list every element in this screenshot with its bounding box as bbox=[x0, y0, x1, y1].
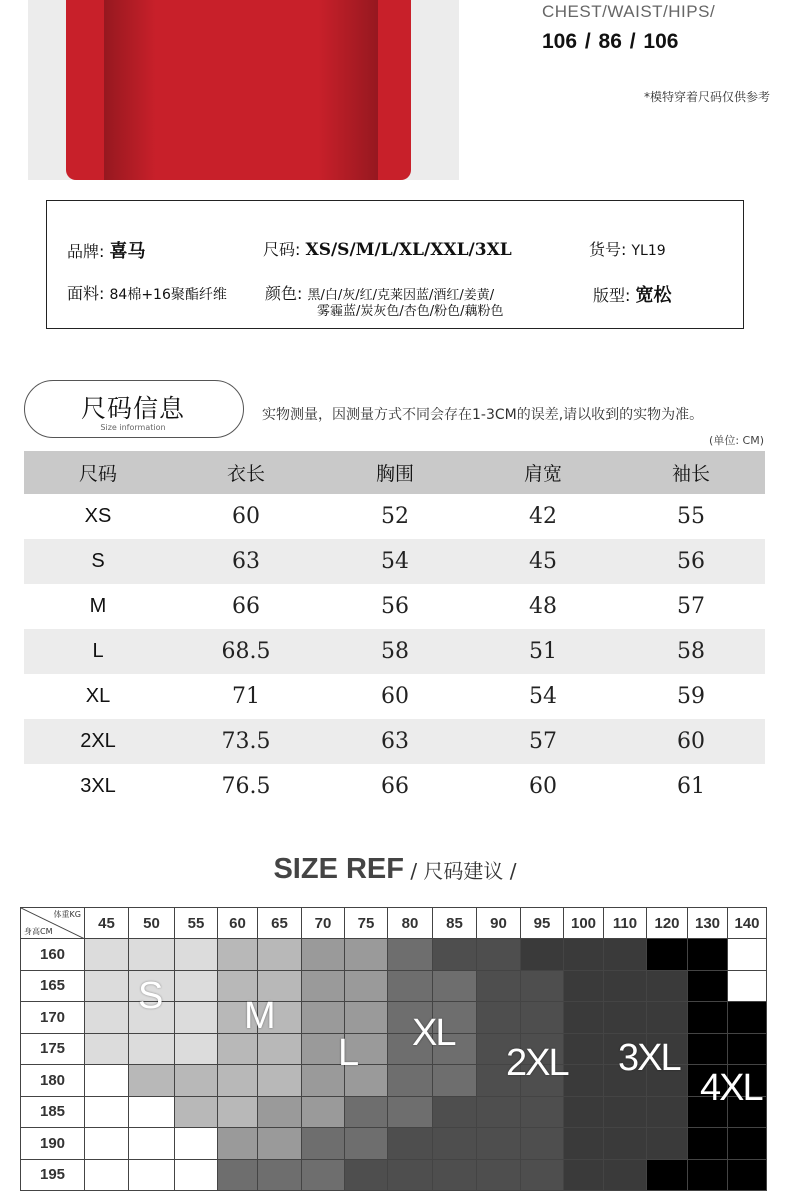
zone-label-3xl: 3XL bbox=[618, 1037, 680, 1079]
size-ref-cell bbox=[687, 938, 728, 971]
size-ref-cell bbox=[174, 938, 218, 971]
brand-value: 喜马 bbox=[109, 241, 146, 262]
color-value-line2: 雾霾蓝/炭灰色/杏色/粉色/藕粉色 bbox=[317, 304, 504, 319]
size-ref-cell bbox=[217, 1096, 258, 1129]
size-ref-cell bbox=[563, 1159, 604, 1192]
unit-label: (单位: CM) bbox=[709, 434, 764, 447]
size-ref-cell bbox=[84, 1127, 129, 1160]
size-ref-cell bbox=[387, 1096, 433, 1129]
size-ref-cell bbox=[84, 1096, 129, 1129]
size-ref-cell bbox=[432, 938, 477, 971]
zone-label-l: L bbox=[338, 1032, 358, 1074]
size-table-row bbox=[24, 764, 765, 809]
value-cell: 58 bbox=[677, 639, 705, 664]
header-cell: 袖长 bbox=[671, 463, 710, 485]
size-ref-cell bbox=[344, 1159, 388, 1192]
size-label: 尺码: bbox=[263, 240, 301, 259]
size-ref-cell bbox=[646, 970, 688, 1003]
size-ref-cell bbox=[603, 1001, 647, 1034]
value-cell: 63 bbox=[381, 729, 409, 754]
size-table-row bbox=[24, 719, 765, 764]
weight-header: 75 bbox=[344, 907, 388, 939]
size-ref-cell bbox=[727, 1033, 767, 1066]
size-ref-cell bbox=[387, 1159, 433, 1192]
height-header: 180 bbox=[20, 1064, 85, 1097]
size-ref-cell bbox=[520, 1001, 564, 1034]
size-ref-cell bbox=[603, 1127, 647, 1160]
size-ref-cell bbox=[257, 938, 302, 971]
size-ref-cell bbox=[128, 1064, 175, 1097]
size-ref-cell bbox=[520, 1127, 564, 1160]
size-ref-cell bbox=[603, 938, 647, 971]
value-cell: 73.5 bbox=[221, 729, 271, 754]
value-cell: 66 bbox=[232, 594, 260, 619]
size-ref-cell bbox=[257, 1096, 302, 1129]
value-cell: 56 bbox=[677, 549, 705, 574]
size-ref-cell bbox=[563, 1001, 604, 1034]
measurement-note: 实物测量，因测量方式不同会存在1-3CM的误差,请以收到的实物为准。 bbox=[262, 407, 704, 423]
fit-value: 宽松 bbox=[635, 285, 672, 306]
value-cell: 55 bbox=[677, 504, 705, 529]
size-ref-cell bbox=[603, 970, 647, 1003]
size-ref-cell bbox=[344, 938, 388, 971]
size-cell: XL bbox=[85, 685, 111, 707]
size-ref-title: SIZE REF bbox=[273, 853, 404, 885]
weight-header: 60 bbox=[217, 907, 258, 939]
size-ref-cell bbox=[432, 1064, 477, 1097]
weight-header: 85 bbox=[432, 907, 477, 939]
size-ref-cell bbox=[84, 1064, 129, 1097]
value-cell: 68.5 bbox=[221, 639, 271, 664]
size-ref-subtitle: / 尺码建议 / bbox=[403, 859, 517, 883]
size-table-row bbox=[24, 539, 765, 584]
size-ref-cell bbox=[174, 1001, 218, 1034]
weight-header: 80 bbox=[387, 907, 433, 939]
size-info-badge bbox=[24, 380, 244, 438]
size-ref-cell bbox=[84, 1033, 129, 1066]
size-ref-cell bbox=[217, 1064, 258, 1097]
size-ref-heading bbox=[0, 853, 790, 886]
size-ref-cell bbox=[84, 1001, 129, 1034]
value-cell: 60 bbox=[529, 774, 557, 799]
size-ref-cell bbox=[687, 970, 728, 1003]
size-ref-cell bbox=[301, 970, 345, 1003]
garment-shadow-right bbox=[318, 0, 378, 180]
value-cell: 51 bbox=[529, 639, 557, 664]
value-cell: 66 bbox=[381, 774, 409, 799]
height-header: 160 bbox=[20, 938, 85, 971]
size-ref-cell bbox=[128, 1159, 175, 1192]
size-ref-cell bbox=[174, 1033, 218, 1066]
brand-label: 品牌: bbox=[67, 242, 105, 261]
size-ref-cell bbox=[128, 938, 175, 971]
size-ref-cell bbox=[563, 1033, 604, 1066]
size-cell: 3XL bbox=[80, 775, 116, 797]
zone-label-4xl: 4XL bbox=[700, 1067, 762, 1109]
size-ref-cell bbox=[301, 1127, 345, 1160]
size-ref-cell bbox=[387, 938, 433, 971]
size-table-row bbox=[24, 584, 765, 629]
size-ref-cell bbox=[344, 970, 388, 1003]
size-ref-cell bbox=[344, 1001, 388, 1034]
weight-header: 120 bbox=[646, 907, 688, 939]
value-cell: 71 bbox=[232, 684, 260, 709]
height-header: 195 bbox=[20, 1159, 85, 1192]
weight-header: 100 bbox=[563, 907, 604, 939]
size-ref-cell bbox=[646, 938, 688, 971]
size-ref-cell bbox=[476, 1127, 521, 1160]
size-ref-cell bbox=[257, 1127, 302, 1160]
sku-value: YL19 bbox=[631, 243, 666, 259]
product-info-box bbox=[46, 200, 744, 329]
size-ref-cell bbox=[301, 1096, 345, 1129]
header-cell: 肩宽 bbox=[523, 463, 562, 485]
brand-field bbox=[67, 237, 146, 263]
zone-label-m: M bbox=[244, 995, 274, 1037]
value-cell: 59 bbox=[677, 684, 705, 709]
size-ref-cell bbox=[174, 1127, 218, 1160]
size-ref-cell bbox=[727, 938, 767, 971]
size-cell: M bbox=[89, 595, 107, 617]
size-ref-cell bbox=[646, 1096, 688, 1129]
size-ref-cell bbox=[476, 1159, 521, 1192]
height-header: 190 bbox=[20, 1127, 85, 1160]
weight-header: 90 bbox=[476, 907, 521, 939]
size-table bbox=[24, 451, 765, 809]
size-ref-cell bbox=[174, 1159, 218, 1192]
size-ref-cell bbox=[476, 938, 521, 971]
weight-header: 95 bbox=[520, 907, 564, 939]
product-photo bbox=[28, 0, 459, 180]
height-header: 185 bbox=[20, 1096, 85, 1129]
fabric-value: 84棉+16聚酯纤维 bbox=[109, 287, 227, 303]
weight-header: 130 bbox=[687, 907, 728, 939]
size-table-header bbox=[24, 451, 765, 494]
size-ref-cell bbox=[520, 970, 564, 1003]
size-ref-cell bbox=[563, 1096, 604, 1129]
size-ref-cell bbox=[387, 970, 433, 1003]
size-ref-grid bbox=[20, 907, 771, 1197]
size-ref-cell bbox=[476, 970, 521, 1003]
size-ref-cell bbox=[301, 1001, 345, 1034]
value-cell: 61 bbox=[677, 774, 705, 799]
size-ref-cell bbox=[344, 1127, 388, 1160]
size-cell: L bbox=[92, 640, 104, 662]
size-table-row bbox=[24, 629, 765, 674]
size-ref-cell bbox=[432, 970, 477, 1003]
size-cell: XS bbox=[84, 505, 112, 527]
value-cell: 52 bbox=[381, 504, 409, 529]
weight-header: 55 bbox=[174, 907, 218, 939]
size-ref-cell bbox=[84, 1159, 129, 1192]
value-cell: 60 bbox=[677, 729, 705, 754]
size-ref-cell bbox=[520, 1159, 564, 1192]
size-ref-cell bbox=[128, 1033, 175, 1066]
size-ref-cell bbox=[217, 1159, 258, 1192]
sku-label: 货号: bbox=[589, 240, 627, 259]
value-cell: 57 bbox=[529, 729, 557, 754]
size-info-title: 尺码信息 bbox=[80, 394, 185, 423]
size-ref-cell bbox=[603, 1096, 647, 1129]
zone-label-2xl: 2XL bbox=[506, 1042, 568, 1084]
value-cell: 60 bbox=[381, 684, 409, 709]
size-ref-cell bbox=[217, 1127, 258, 1160]
size-table-row bbox=[24, 674, 765, 719]
zone-label-s: S bbox=[138, 975, 162, 1017]
fit-label: 版型: bbox=[593, 286, 631, 305]
size-ref-cell bbox=[128, 1127, 175, 1160]
size-ref-cell bbox=[563, 1064, 604, 1097]
size-ref-cell bbox=[174, 1096, 218, 1129]
weight-header: 65 bbox=[257, 907, 302, 939]
size-ref-cell bbox=[646, 1127, 688, 1160]
size-ref-cell bbox=[128, 1096, 175, 1129]
zone-label-xl: XL bbox=[412, 1012, 455, 1054]
size-cell: 2XL bbox=[80, 730, 116, 752]
size-ref-cell bbox=[476, 1096, 521, 1129]
size-ref-cell bbox=[432, 1127, 477, 1160]
size-ref-cell bbox=[257, 1159, 302, 1192]
fabric-field bbox=[67, 281, 227, 304]
size-ref-cell bbox=[687, 1033, 728, 1066]
size-info-subtitle: Size information bbox=[100, 423, 166, 432]
model-size-note: *模特穿着尺码仅供参考 bbox=[643, 90, 770, 104]
size-ref-cell bbox=[174, 1064, 218, 1097]
size-ref-cell bbox=[520, 938, 564, 971]
corner-weight-label: 体重KG bbox=[53, 910, 81, 919]
size-ref-cell bbox=[84, 938, 129, 971]
size-ref-cell bbox=[687, 1159, 728, 1192]
value-cell: 58 bbox=[381, 639, 409, 664]
model-measure-label: CHEST/WAIST/HIPS/ bbox=[542, 2, 716, 21]
color-label: 颜色: bbox=[265, 284, 303, 303]
value-cell: 54 bbox=[529, 684, 557, 709]
size-ref-cell bbox=[687, 1127, 728, 1160]
value-cell: 56 bbox=[381, 594, 409, 619]
size-ref-cell bbox=[84, 970, 129, 1003]
fit-field bbox=[593, 281, 672, 307]
height-header: 170 bbox=[20, 1001, 85, 1034]
value-cell: 48 bbox=[529, 594, 557, 619]
size-ref-cell bbox=[727, 1159, 767, 1192]
height-header: 175 bbox=[20, 1033, 85, 1066]
fabric-label: 面料: bbox=[67, 284, 105, 303]
size-ref-cell bbox=[727, 1001, 767, 1034]
size-ref-cell bbox=[217, 938, 258, 971]
weight-header: 50 bbox=[128, 907, 175, 939]
color-value-line1: 黑/白/灰/红/克莱因蓝/酒红/姜黄/ bbox=[307, 288, 495, 303]
size-table-row bbox=[24, 494, 765, 539]
weight-header: 45 bbox=[84, 907, 129, 939]
size-ref-cell bbox=[174, 970, 218, 1003]
size-ref-cell bbox=[727, 1127, 767, 1160]
size-ref-cell bbox=[301, 938, 345, 971]
header-cell: 胸围 bbox=[375, 463, 414, 485]
size-ref-cell bbox=[387, 1127, 433, 1160]
size-cell: S bbox=[91, 550, 105, 572]
value-cell: 60 bbox=[232, 504, 260, 529]
garment-shadow-left bbox=[104, 0, 156, 180]
value-cell: 45 bbox=[529, 549, 557, 574]
size-ref-cell bbox=[687, 1001, 728, 1034]
header-cell: 衣长 bbox=[226, 463, 265, 485]
size-ref-cell bbox=[432, 1096, 477, 1129]
size-ref-cell bbox=[301, 1159, 345, 1192]
size-ref-cell bbox=[344, 1096, 388, 1129]
size-ref-cell bbox=[563, 970, 604, 1003]
value-cell: 42 bbox=[529, 504, 557, 529]
size-field bbox=[263, 237, 512, 260]
value-cell: 76.5 bbox=[221, 774, 271, 799]
size-value: XS/S/M/L/XL/XXL/3XL bbox=[305, 240, 512, 260]
model-measure-values: 106 / 86 / 106 bbox=[542, 30, 679, 53]
weight-header: 110 bbox=[603, 907, 647, 939]
header-cell: 尺码 bbox=[78, 463, 117, 485]
value-cell: 63 bbox=[232, 549, 260, 574]
weight-header: 70 bbox=[301, 907, 345, 939]
size-ref-cell bbox=[646, 1001, 688, 1034]
size-ref-cell bbox=[603, 1159, 647, 1192]
value-cell: 57 bbox=[677, 594, 705, 619]
corner-height-label: 身高CM bbox=[24, 927, 53, 936]
size-ref-cell bbox=[727, 970, 767, 1003]
grid-corner-cell bbox=[20, 907, 85, 939]
size-ref-cell bbox=[563, 938, 604, 971]
sku-field bbox=[589, 237, 666, 260]
size-ref-cell bbox=[520, 1096, 564, 1129]
weight-header: 140 bbox=[727, 907, 767, 939]
size-ref-cell bbox=[387, 1064, 433, 1097]
size-ref-cell bbox=[646, 1159, 688, 1192]
height-header: 165 bbox=[20, 970, 85, 1003]
size-ref-cell bbox=[257, 1064, 302, 1097]
size-ref-cell bbox=[563, 1127, 604, 1160]
size-ref-cell bbox=[476, 1001, 521, 1034]
value-cell: 54 bbox=[381, 549, 409, 574]
size-ref-cell bbox=[432, 1159, 477, 1192]
